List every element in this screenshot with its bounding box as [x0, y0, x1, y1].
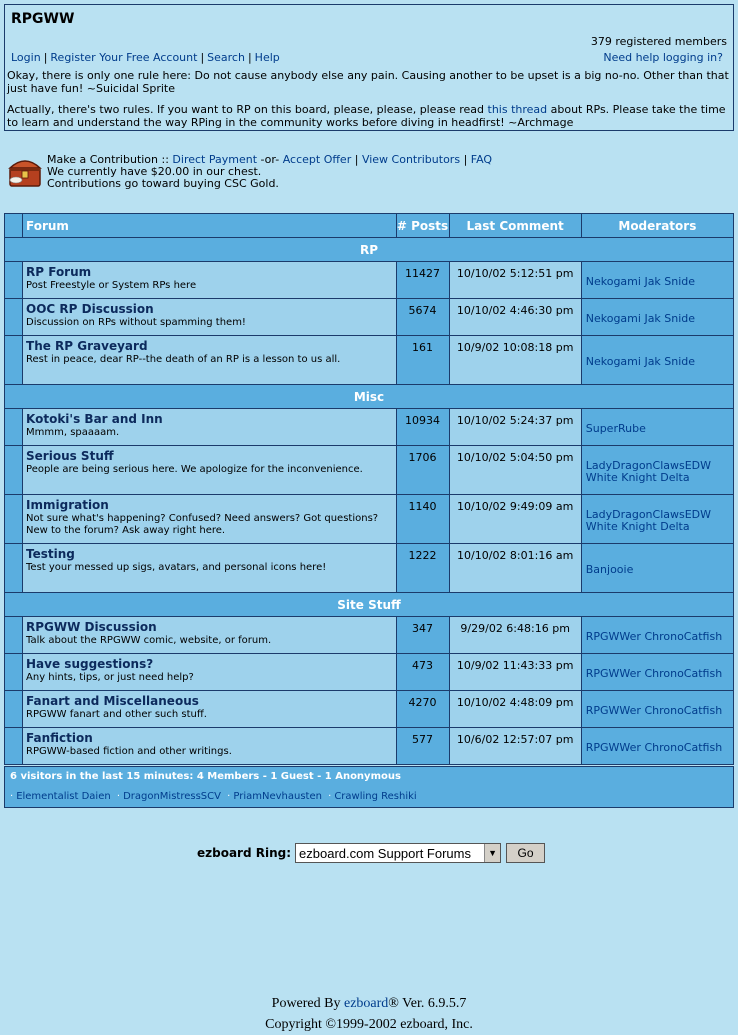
category-name: Site Stuff: [5, 593, 734, 617]
moderator-link[interactable]: Banjooie: [585, 563, 634, 576]
forum-row: [5, 544, 734, 593]
table-header-row: [5, 214, 734, 238]
header-nav: [11, 51, 280, 64]
visitors-summary: 6 visitors in the last 15 minutes: 4 Members - 1 Guest - 1 Anonymous: [10, 771, 401, 782]
row-stub: [5, 728, 23, 765]
forum-cell: [23, 617, 397, 654]
forum-cell: [23, 691, 397, 728]
forum-cell: [23, 336, 397, 385]
nav-separator: |: [200, 51, 205, 64]
last-comment: 10/10/02 5:12:51 pm: [449, 262, 581, 299]
forum-row: [5, 409, 734, 446]
rules-2-after: about RPs. Please take the time to learn and understand the way RPing in the community works before diving in headfirst! ~Archmage: [7, 103, 726, 129]
forum-row: [5, 617, 734, 654]
ezboard-ring: [197, 843, 545, 863]
post-count: 4270: [396, 691, 449, 728]
forum-cell: [23, 409, 397, 446]
powered-by: [0, 993, 738, 1014]
post-count: 11427: [396, 262, 449, 299]
forum-row: [5, 336, 734, 385]
member-count: 379 registered members: [590, 35, 727, 48]
help-link[interactable]: Help: [254, 51, 280, 64]
moderator-link[interactable]: White Knight Delta: [585, 471, 690, 484]
this-thread-link[interactable]: this thread: [487, 103, 548, 116]
forum-link[interactable]: The RP Graveyard: [26, 339, 148, 353]
faq-link[interactable]: FAQ: [470, 153, 493, 166]
moderators-cell: [581, 691, 733, 728]
ring-select[interactable]: [295, 843, 501, 863]
moderator-link[interactable]: LadyDragonClawsEDW: [585, 459, 712, 472]
moderators-cell: [581, 544, 733, 593]
visitors-box: [4, 766, 734, 808]
row-stub: [5, 654, 23, 691]
row-stub: [5, 495, 23, 544]
forum-link[interactable]: Fanfiction: [26, 731, 93, 745]
forum-column-header: Forum: [23, 214, 397, 238]
nav-separator: |: [247, 51, 252, 64]
view-contributors-link[interactable]: View Contributors: [361, 153, 461, 166]
moderators-cell: [581, 617, 733, 654]
forum-description: Any hints, tips, or just need help?: [26, 672, 194, 683]
forum-link[interactable]: Fanart and Miscellaneous: [26, 694, 199, 708]
post-count: 1222: [396, 544, 449, 593]
visitors-list: [10, 791, 417, 802]
go-button[interactable]: Go: [506, 843, 545, 863]
forum-cell: [23, 446, 397, 495]
visitor-link[interactable]: PriamNevhausten: [233, 791, 322, 802]
login-link[interactable]: Login: [11, 51, 41, 64]
moderators-cell: [581, 495, 733, 544]
moderator-link[interactable]: Nekogami Jak Snide: [585, 312, 696, 325]
copyright: Copyright ©1999-2002 ezboard, Inc.: [265, 1017, 473, 1032]
contribution-lead: Make a Contribution ::: [47, 153, 173, 166]
moderators-cell: [581, 299, 733, 336]
moderator-link[interactable]: SuperRube: [585, 422, 646, 435]
moderators-cell: [581, 654, 733, 691]
rules-text-2: [7, 103, 731, 129]
last-comment: 10/10/02 5:24:37 pm: [449, 409, 581, 446]
post-count: 1706: [396, 446, 449, 495]
footer: [0, 993, 738, 1035]
forum-link[interactable]: Immigration: [26, 498, 109, 512]
category-row: [5, 238, 734, 262]
powered-prefix: Powered By: [271, 996, 344, 1011]
forum-cell: [23, 654, 397, 691]
forum-link[interactable]: Kotoki's Bar and Inn: [26, 412, 163, 426]
visitor-bullet: ·: [227, 791, 231, 802]
register-link[interactable]: Register Your Free Account: [50, 51, 198, 64]
forum-cell: [23, 728, 397, 765]
forum-cell: [23, 544, 397, 593]
moderator-link[interactable]: RPGWWer ChronoCatfish: [585, 704, 723, 717]
last-comment-column-header: Last Comment: [449, 214, 581, 238]
post-count: 5674: [396, 299, 449, 336]
ring-selected-value: ezboard.com Support Forums: [299, 845, 471, 861]
forum-description: Mmmm, spaaaam.: [26, 427, 120, 438]
moderator-link[interactable]: White Knight Delta: [585, 520, 690, 533]
post-count: 347: [396, 617, 449, 654]
last-comment: 10/10/02 8:01:16 am: [449, 544, 581, 593]
forum-table: [4, 213, 734, 765]
site-title: RPGWW: [11, 11, 75, 27]
category-row: [5, 593, 734, 617]
or-text: -or-: [257, 153, 283, 166]
last-comment: 10/10/02 4:46:30 pm: [449, 299, 581, 336]
rules-text-1: Okay, there is only one rule here: Do not cause anybody else any pain. Causing another to be upset is a big no-no. Other than that just have fun! ~Suicidal Sprite: [7, 69, 729, 95]
link-separator: |: [354, 153, 359, 166]
forum-cell: [23, 495, 397, 544]
ring-label: ezboard Ring:: [197, 846, 292, 860]
last-comment: 10/10/02 4:48:09 pm: [449, 691, 581, 728]
forum-description: Not sure what's happening? Confused? Need answers? Got questions? New to the forum? Ask away right here.: [26, 513, 379, 536]
row-stub: [5, 446, 23, 495]
moderators-cell: [581, 446, 733, 495]
posts-column-header: # Posts: [396, 214, 449, 238]
last-comment: 10/9/02 10:08:18 pm: [449, 336, 581, 385]
visitor-link[interactable]: DragonMistressSCV: [123, 791, 221, 802]
post-count: 577: [396, 728, 449, 765]
forum-row: [5, 446, 734, 495]
moderators-column-header: Moderators: [581, 214, 733, 238]
forum-row: [5, 262, 734, 299]
header-stub: [5, 214, 23, 238]
forum-link[interactable]: Serious Stuff: [26, 449, 114, 463]
forum-cell: [23, 299, 397, 336]
row-stub: [5, 262, 23, 299]
contribution-box: [47, 154, 492, 190]
row-stub: [5, 617, 23, 654]
post-count: 161: [396, 336, 449, 385]
powered-suffix: ® Ver. 6.9.5.7: [388, 996, 467, 1011]
forum-row: [5, 654, 734, 691]
forum-link[interactable]: RPGWW Discussion: [26, 620, 157, 634]
forum-row: [5, 495, 734, 544]
nav-separator: |: [43, 51, 48, 64]
row-stub: [5, 409, 23, 446]
row-stub: [5, 544, 23, 593]
visitor-bullet: ·: [328, 791, 332, 802]
forum-row: [5, 728, 734, 765]
forum-table-body: [5, 238, 734, 765]
forum-link[interactable]: OOC RP Discussion: [26, 302, 154, 316]
dropdown-arrow-icon[interactable]: ▼: [484, 844, 500, 862]
login-help-link[interactable]: Need help logging in?: [603, 51, 723, 64]
moderator-link[interactable]: LadyDragonClawsEDW: [585, 508, 712, 521]
category-name: RP: [5, 238, 734, 262]
moderators-cell: [581, 262, 733, 299]
forum-description: Discussion on RPs without spamming them!: [26, 317, 246, 328]
forum-description: RPGWW-based fiction and other writings.: [26, 746, 232, 757]
moderators-cell: [581, 409, 733, 446]
forum-description: Rest in peace, dear RP--the death of an RP is a lesson to us all.: [26, 354, 341, 365]
forum-row: [5, 691, 734, 728]
visitor-link[interactable]: Elementalist Daien: [16, 791, 111, 802]
forum-link[interactable]: Have suggestions?: [26, 657, 154, 671]
moderator-link[interactable]: Nekogami Jak Snide: [585, 355, 696, 368]
forum-row: [5, 299, 734, 336]
last-comment: 10/6/02 12:57:07 pm: [449, 728, 581, 765]
forum-link[interactable]: RP Forum: [26, 265, 92, 279]
visitor-bullet: ·: [116, 791, 121, 802]
moderators-cell: [581, 336, 733, 385]
contribution-goal: Contributions go toward buying CSC Gold.: [47, 177, 279, 190]
last-comment: 9/29/02 6:48:16 pm: [449, 617, 581, 654]
visitor-link[interactable]: Crawling Reshiki: [334, 791, 417, 802]
moderator-link[interactable]: RPGWWer ChronoCatfish: [585, 630, 723, 643]
search-link[interactable]: Search: [207, 51, 245, 64]
rules-2-before: Actually, there's two rules. If you want to RP on this board, please, please, please read: [7, 103, 488, 116]
forum-description: RPGWW fanart and other such stuff.: [26, 709, 207, 720]
post-count: 10934: [396, 409, 449, 446]
row-stub: [5, 691, 23, 728]
category-name: Misc: [5, 385, 734, 409]
link-separator: |: [463, 153, 468, 166]
post-count: 1140: [396, 495, 449, 544]
forum-description: Test your messed up sigs, avatars, and personal icons here!: [26, 562, 327, 573]
chest-amount: We currently have $20.00 in our chest.: [47, 165, 262, 178]
category-row: [5, 385, 734, 409]
direct-payment-link[interactable]: Direct Payment: [172, 153, 258, 166]
forum-description: Post Freestyle or System RPs here: [26, 280, 197, 291]
forum-description: Talk about the RPGWW comic, website, or forum.: [26, 635, 272, 646]
row-stub: [5, 299, 23, 336]
visitor-bullet: ·: [10, 791, 14, 802]
row-stub: [5, 336, 23, 385]
last-comment: 10/10/02 9:49:09 am: [449, 495, 581, 544]
treasure-chest-icon: [7, 154, 43, 190]
last-comment: 10/9/02 11:43:33 pm: [449, 654, 581, 691]
moderators-cell: [581, 728, 733, 765]
post-count: 473: [396, 654, 449, 691]
ezboard-link[interactable]: ezboard: [343, 996, 389, 1011]
moderator-link[interactable]: RPGWWer ChronoCatfish: [585, 667, 723, 680]
forum-description: People are being serious here. We apologize for the inconvenience.: [26, 464, 363, 475]
board-header: [4, 4, 734, 131]
moderator-link[interactable]: RPGWWer ChronoCatfish: [585, 741, 723, 754]
moderator-link[interactable]: Nekogami Jak Snide: [585, 275, 696, 288]
forum-link[interactable]: Testing: [26, 547, 75, 561]
accept-offer-link[interactable]: Accept Offer: [282, 153, 352, 166]
last-comment: 10/10/02 5:04:50 pm: [449, 446, 581, 495]
forum-cell: [23, 262, 397, 299]
